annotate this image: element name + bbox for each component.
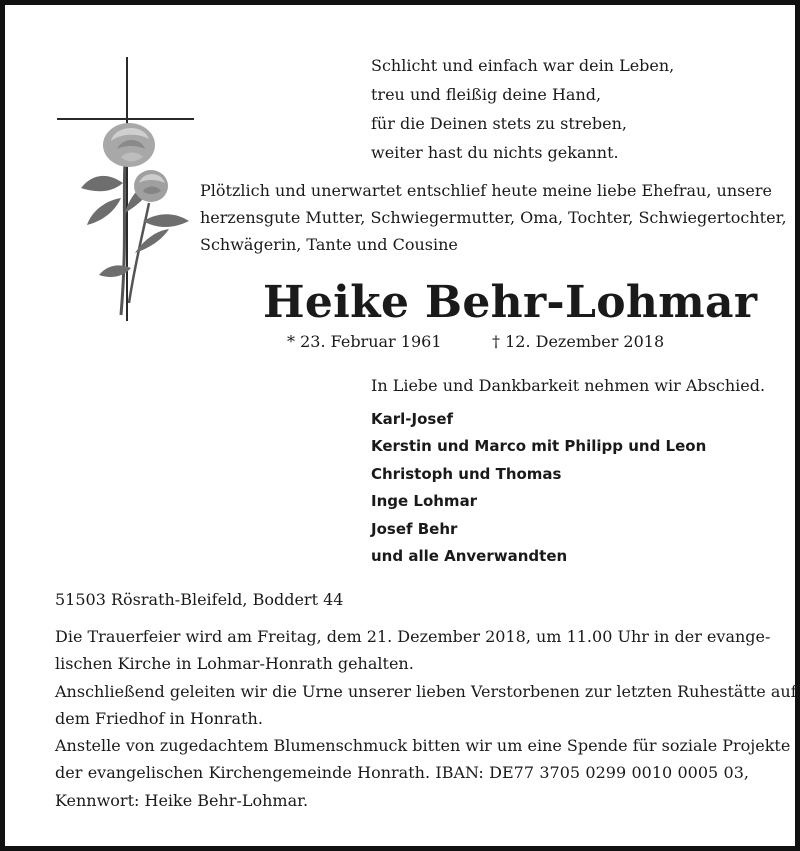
info-line: dem Friedhof in Honrath. bbox=[55, 708, 263, 728]
info-line: Anstelle von zugedachtem Blumenschmuck bitten wir um eine Spende für soziale Projekte bbox=[55, 736, 791, 756]
intro-text bbox=[200, 177, 787, 258]
intro-line: Schwägerin, Tante und Cousine bbox=[200, 235, 458, 254]
poem-line: weiter hast du nichts gekannt. bbox=[371, 143, 619, 162]
info-line: der evangelischen Kirchengemeinde Honrath. IBAN: DE77 3705 0299 0010 0005 03, bbox=[55, 763, 749, 783]
family-member: Inge Lohmar bbox=[371, 492, 478, 511]
funeral-info bbox=[55, 623, 797, 814]
family-member: Kerstin und Marco mit Philipp und Leon bbox=[371, 437, 707, 456]
farewell-text: In Liebe und Dankbarkeit nehmen wir Abschied. bbox=[371, 376, 766, 395]
info-line: lischen Kirche in Lohmar-Honrath gehalten. bbox=[55, 654, 414, 674]
info-line: Die Trauerfeier wird am Freitag, dem 21. Dezember 2018, um 11.00 Uhr in der evange- bbox=[55, 627, 771, 646]
family-member: Karl-Josef bbox=[371, 410, 454, 428]
death-date: † 12. Dezember 2018 bbox=[492, 332, 665, 351]
poem-line: für die Deinen stets zu streben, bbox=[371, 114, 627, 133]
poem bbox=[371, 51, 674, 167]
address: 51503 Rösrath-Bleifeld, Boddert 44 bbox=[55, 590, 344, 609]
info-line: Anschließend geleiten wir die Urne unserer lieben Verstorbenen zur letzten Ruhestätte auf bbox=[55, 681, 797, 701]
intro-line: herzensgute Mutter, Schwiegermutter, Oma, Tochter, Schwiegertochter, bbox=[200, 208, 787, 227]
birth-date: * 23. Februar 1961 bbox=[287, 332, 442, 351]
poem-line: Schlicht und einfach war dein Leben, bbox=[371, 56, 675, 75]
intro-line: Plötzlich und unerwartet entschlief heute meine liebe Ehefrau, unsere bbox=[200, 181, 772, 200]
family-member: Christoph und Thomas bbox=[371, 464, 562, 483]
deceased-name: Heike Behr-Lohmar bbox=[263, 277, 758, 328]
cross-with-roses-icon bbox=[51, 53, 196, 323]
family-list bbox=[371, 406, 706, 570]
info-line: Kennwort: Heike Behr-Lohmar. bbox=[55, 790, 309, 810]
family-member: und alle Anverwandten bbox=[371, 546, 568, 565]
poem-line: treu und fleißig deine Hand, bbox=[371, 85, 602, 104]
family-member: Josef Behr bbox=[371, 519, 458, 538]
